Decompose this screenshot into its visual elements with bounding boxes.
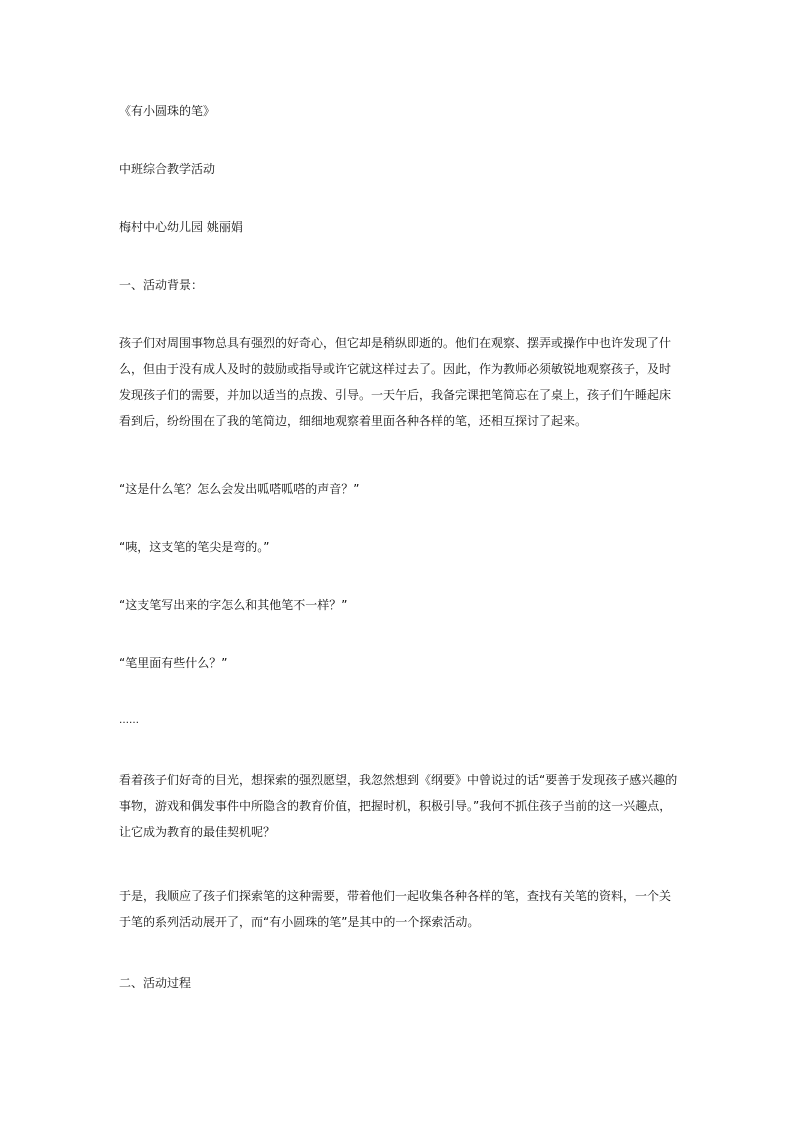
paragraph-line: 于笔的系列活动展开了，而“有小圆珠的笔”是其中的一个探索活动。 xyxy=(119,915,480,929)
paragraph-activity-intro xyxy=(119,883,679,935)
paragraph-line: 于是，我顺应了孩子们探索笔的这种需要，带着他们一起收集各种各样的笔，查找有关笔的资料，一个关 xyxy=(119,889,672,903)
paragraph-line: 让它成为教育的最佳契机呢？ xyxy=(119,825,276,839)
paragraph-line: 看到后，纷纷围在了我的笔简边，细细地观察着里面各种各样的笔，还相互探讨了起来。 xyxy=(119,414,588,428)
quote-line: “这是什么笔？怎么会发出呱嗒呱嗒的声音？” xyxy=(119,482,360,496)
document-author: 梅村中心幼儿园 姚丽娟 xyxy=(119,220,243,234)
paragraph-line: 事物，游戏和偶发事件中所隐含的教育价值，把握时机，积极引导。”我何不抓住孩子当前的这一兴趣点， xyxy=(119,799,672,813)
quote-line: “咦，这支笔的笔尖是弯的。” xyxy=(119,540,270,554)
section-heading-background: 一、活动背景： xyxy=(119,278,204,292)
paragraph-background xyxy=(119,330,679,434)
document-title: 《有小圆珠的笔》 xyxy=(119,104,216,118)
section-heading-process: 二、活动过程 xyxy=(119,976,192,990)
paragraph-line: 孩子们对周围事物总具有强烈的好奇心，但它却是稍纵即逝的。他们在观察、摆弄或操作中也许发现了什 xyxy=(119,336,672,350)
paragraph-line: 发现孩子们的需要，并加以适当的点拨、引导。一天午后，我备完课把笔简忘在了桌上，孩子们午睡起床 xyxy=(119,388,672,402)
quote-line: “笔里面有些什么？” xyxy=(119,656,228,670)
quote-line: “这支笔写出来的字怎么和其他笔不一样？” xyxy=(119,598,348,612)
paragraph-reflection xyxy=(119,767,679,845)
paragraph-line: 看着孩子们好奇的目光，想探索的强烈愿望，我忽然想到《纲要》中曾说过的话“要善于发现孩子感兴趣的 xyxy=(119,773,678,787)
document-subtitle: 中班综合教学活动 xyxy=(119,162,216,176)
paragraph-line: 么，但由于没有成人及时的鼓励或指导或许它就这样过去了。因此，作为教师必须敏锐地观察孩子，及时 xyxy=(119,362,672,376)
ellipsis: …… xyxy=(119,715,139,726)
